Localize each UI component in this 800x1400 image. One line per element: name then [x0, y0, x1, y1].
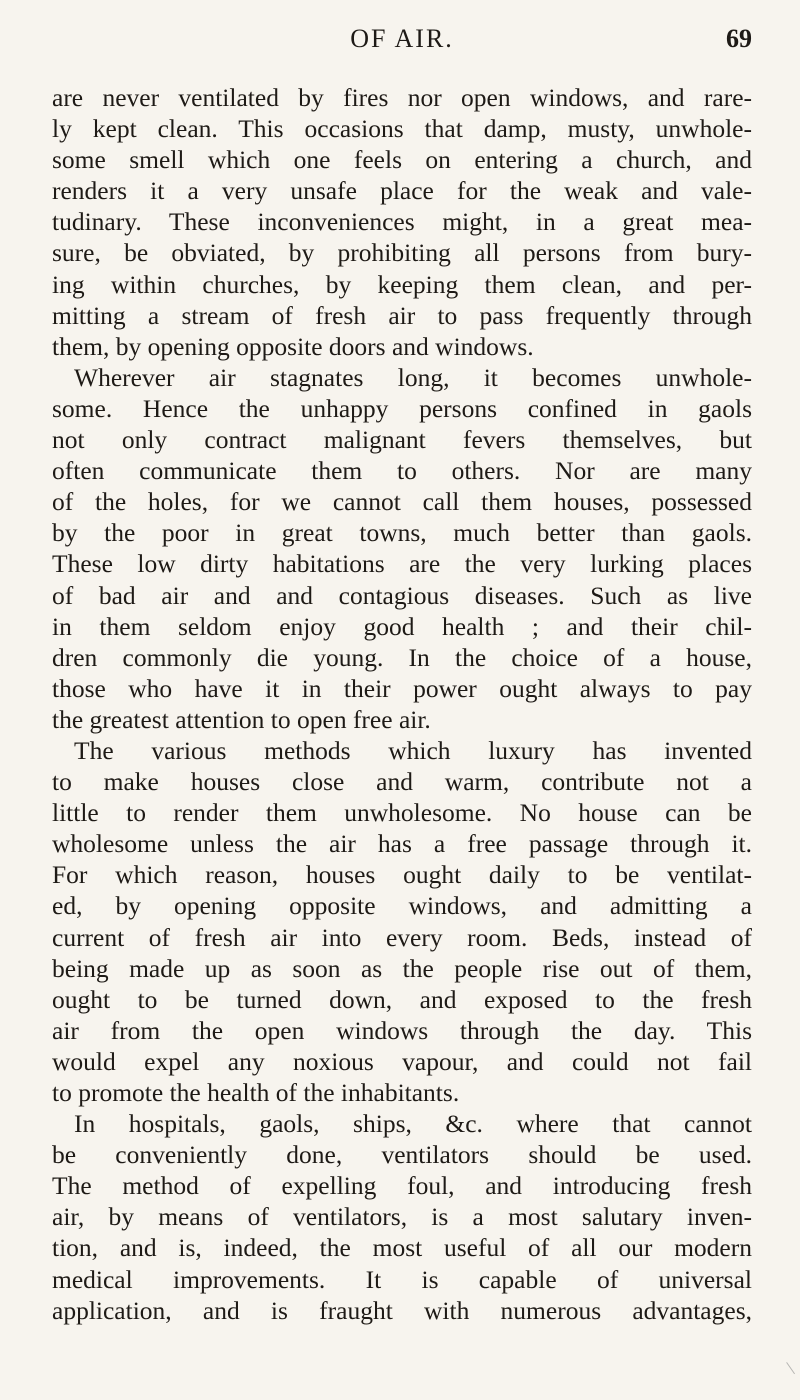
- text-line: wholesome unless the air has a free passage through it.: [52, 829, 752, 859]
- text-line: being made up as soon as the people rise out of them,: [52, 953, 752, 983]
- text-line: not only contract malignant fevers themselves, but: [52, 425, 752, 455]
- text-line: The various methods which luxury has invented: [74, 735, 752, 765]
- text-line: of the holes, for we cannot call them houses, possessed: [52, 487, 752, 517]
- text-line: those who have it in their power ought always to pay: [52, 673, 752, 703]
- text-line: them, by opening opposite doors and windows.: [52, 331, 534, 361]
- text-line: some. Hence the unhappy persons confined in gaols: [52, 393, 752, 423]
- text-line: ing within churches, by keeping them clean, and per-: [52, 269, 752, 299]
- body-text: [52, 82, 752, 1326]
- running-title: OF AIR.: [350, 24, 454, 53]
- text-line: air from the open windows through the day. This: [52, 1015, 752, 1045]
- text-line: some smell which one feels on entering a church, and: [52, 145, 752, 175]
- text-line: ly kept clean. This occasions that damp, musty, unwhole-: [52, 114, 752, 144]
- text-line: Wherever air stagnates long, it becomes unwhole-: [74, 362, 752, 392]
- text-line: medical improvements. It is capable of universal: [52, 1264, 752, 1294]
- text-line: be conveniently done, ventilators should be used.: [52, 1140, 752, 1170]
- text-line: current of fresh air into every room. Beds, instead of: [52, 922, 752, 952]
- text-line: of bad air and and contagious diseases. Such as live: [52, 580, 752, 610]
- text-line: For which reason, houses ought daily to be ventilat-: [52, 860, 752, 890]
- text-line: In hospitals, gaols, ships, &c. where that cannot: [74, 1109, 752, 1139]
- text-line: the greatest attention to open free air.: [52, 704, 431, 734]
- text-line: renders it a very unsafe place for the weak and vale-: [52, 176, 752, 206]
- text-line: The method of expelling foul, and introducing fresh: [52, 1171, 752, 1201]
- text-line: dren commonly die young. In the choice of a house,: [52, 642, 752, 672]
- text-line: tudinary. These inconveniences might, in a great mea-: [52, 207, 752, 237]
- running-head: [52, 24, 752, 64]
- text-line: in them seldom enjoy good health ; and their chil-: [52, 611, 752, 641]
- text-line: ought to be turned down, and exposed to the fresh: [52, 984, 752, 1014]
- text-line: mitting a stream of fresh air to pass frequently through: [52, 300, 752, 330]
- text-line: application, and is fraught with numerous advantages,: [52, 1295, 752, 1325]
- text-line: are never ventilated by fires nor open windows, and rare-: [52, 83, 752, 112]
- text-line: to make houses close and warm, contribute not a: [52, 767, 752, 797]
- text-line: to promote the health of the inhabitants.: [52, 1078, 460, 1107]
- text-line: ed, by opening opposite windows, and admitting a: [52, 891, 752, 921]
- text-line: These low dirty habitations are the very lurking places: [52, 549, 752, 579]
- text-line: by the poor in great towns, much better than gaols.: [52, 518, 752, 548]
- text-line: air, by means of ventilators, is a most salutary inven-: [52, 1202, 752, 1232]
- paper-mark: [778, 1362, 795, 1380]
- text-line: often communicate them to others. Nor are many: [52, 456, 752, 486]
- text-line: sure, be obviated, by prohibiting all persons from bury-: [52, 238, 752, 268]
- page-number: 69: [726, 24, 752, 53]
- text-line: would expel any noxious vapour, and could not fail: [52, 1046, 752, 1076]
- text-line: little to render them unwholesome. No house can be: [52, 798, 752, 828]
- text-line: tion, and is, indeed, the most useful of all our modern: [52, 1233, 752, 1263]
